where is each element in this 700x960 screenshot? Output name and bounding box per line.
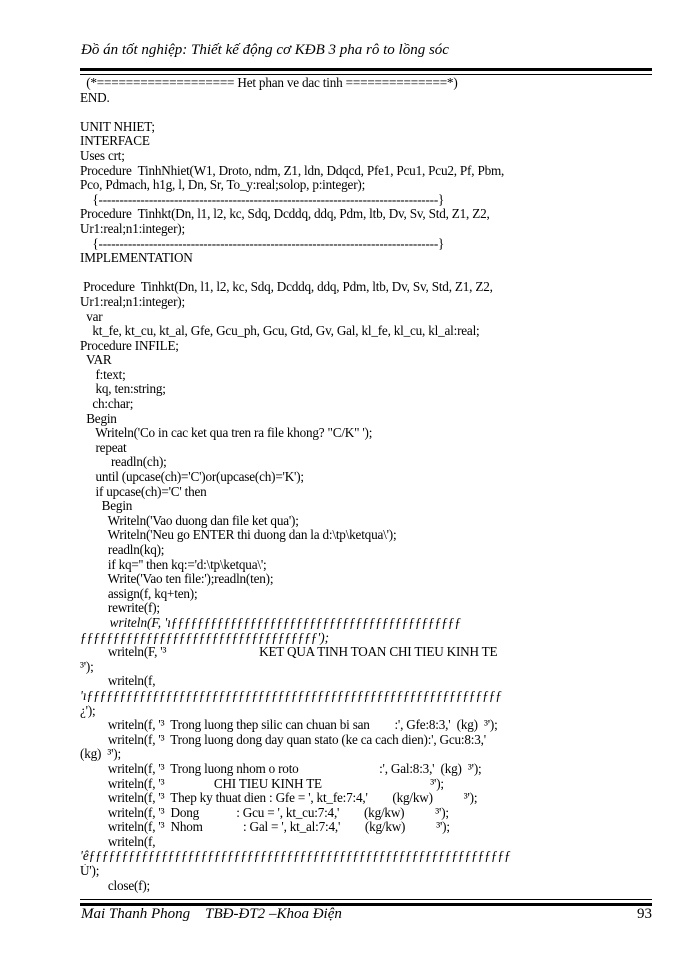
page-number: 93 bbox=[637, 906, 652, 922]
code-line: VAR bbox=[80, 353, 112, 368]
code-line: writeln(F, '³ KET QUA TINH TOAN CHI TIEU KINH TE bbox=[80, 645, 498, 660]
code-line: Pco, Pdmach, h1g, l, Dn, Sr, To_y:real;solop, p:integer); bbox=[80, 178, 366, 193]
code-line: writeln(f, bbox=[80, 674, 156, 689]
code-line: ³'); bbox=[80, 659, 94, 674]
code-line: writeln(f, '³ Nhom : Gal = ', kt_al:7:4,' (kg/kw) ³'); bbox=[80, 820, 450, 835]
code-blank-line bbox=[80, 266, 652, 281]
code-line: UNIT NHIET; bbox=[80, 119, 155, 134]
footer-faculty: –Khoa Điện bbox=[268, 906, 342, 922]
code-line: Ur1:real;n1:integer); bbox=[80, 294, 185, 309]
code-line: Ù'); bbox=[80, 864, 100, 879]
header-rule-thin bbox=[80, 74, 652, 75]
code-line: Procedure Tinhkt(Dn, l1, l2, kc, Sdq, Dcddq, ddq, Pdm, ltb, Dv, Sv, Std, Z1, Z2, bbox=[80, 207, 490, 222]
code-line: Writeln('Neu go ENTER thi duong dan la d:\tp\ketqua\'); bbox=[80, 528, 397, 543]
code-line: writeln(f, '³ Trong luong dong day quan stato (ke ca cach dien):', Gcu:8:3,' bbox=[80, 732, 486, 747]
code-line: INTERFACE bbox=[80, 134, 150, 149]
code-line: until (upcase(ch)='C')or(upcase(ch)='K'); bbox=[80, 470, 304, 485]
code-line: ƒƒƒƒƒƒƒƒƒƒƒƒƒƒƒƒƒƒƒƒƒƒƒƒƒƒƒƒƒƒƒƒƒƒƒƒ'); bbox=[80, 630, 329, 645]
page-header-title: Đồ án tốt nghiệp: Thiết kế động cơ KĐB 3 pha rô to lồng sóc bbox=[81, 42, 449, 58]
code-line: writeln(f, '³ Thep ky thuat dien : Gfe = ', kt_fe:7:4,' (kg/kw) ³'); bbox=[80, 791, 478, 806]
code-line: Procedure INFILE; bbox=[80, 338, 179, 353]
code-line: Procedure TinhNhiet(W1, Droto, ndm, Z1, ldn, Ddqcd, Pfe1, Pcu1, Pcu2, Pf, Pbm, bbox=[80, 163, 505, 178]
header-rule-thick bbox=[80, 68, 652, 71]
code-line: IMPLEMENTATION bbox=[80, 251, 193, 266]
code-line: kq, ten:string; bbox=[80, 382, 166, 397]
code-line: writeln(f, '³ Dong : Gcu = ', kt_cu:7:4,' (kg/kw) ³'); bbox=[80, 805, 449, 820]
code-line: ¿'); bbox=[80, 703, 96, 718]
code-line: END. bbox=[80, 90, 110, 105]
code-line: {---------------------------------------------------------------------------------} bbox=[80, 192, 445, 207]
code-line: Begin bbox=[80, 499, 133, 514]
code-line: 'êƒƒƒƒƒƒƒƒƒƒƒƒƒƒƒƒƒƒƒƒƒƒƒƒƒƒƒƒƒƒƒƒƒƒƒƒƒƒƒƒƒƒƒƒƒƒƒƒƒƒƒƒƒƒƒƒƒƒƒƒƒƒƒƒ bbox=[80, 849, 511, 864]
code-line: {---------------------------------------------------------------------------------} bbox=[80, 236, 445, 251]
code-line: 'ıƒƒƒƒƒƒƒƒƒƒƒƒƒƒƒƒƒƒƒƒƒƒƒƒƒƒƒƒƒƒƒƒƒƒƒƒƒƒƒƒƒƒƒƒƒƒƒƒƒƒƒƒƒƒƒƒƒƒƒƒƒƒƒ bbox=[80, 688, 502, 703]
code-line: repeat bbox=[80, 440, 127, 455]
code-line: Ur1:real;n1:integer); bbox=[80, 221, 185, 236]
code-line: ch:char; bbox=[80, 397, 134, 412]
code-line: rewrite(f); bbox=[80, 601, 160, 616]
code-line: writeln(f, '³ CHI TIEU KINH TE ³'); bbox=[80, 776, 444, 791]
code-line: Write('Vao ten file:');readln(ten); bbox=[80, 572, 274, 587]
code-line: readln(kq); bbox=[80, 543, 165, 557]
code-line: Uses crt; bbox=[80, 148, 125, 163]
code-line: if upcase(ch)='C' then bbox=[80, 484, 207, 499]
code-line: writeln(F, 'ıƒƒƒƒƒƒƒƒƒƒƒƒƒƒƒƒƒƒƒƒƒƒƒƒƒƒƒƒƒƒƒƒƒƒƒƒƒƒƒƒƒƒƒƒ bbox=[80, 615, 461, 630]
footer-rule-thin bbox=[80, 899, 652, 900]
footer-class: TBĐ-ĐT2 bbox=[205, 906, 266, 922]
code-line: writeln(f, '³ Trong luong nhom o roto :', Gal:8:3,' (kg) ³'); bbox=[80, 761, 482, 776]
page-footer bbox=[81, 906, 342, 923]
code-line: if kq='' then kq:='d:\tp\ketqua\'; bbox=[80, 557, 267, 572]
code-line: Writeln('Vao duong dan file ket qua'); bbox=[80, 513, 299, 528]
code-line: close(f); bbox=[80, 878, 151, 893]
code-line: (*=================== Het phan ve dac tinh ==============*) bbox=[80, 76, 458, 90]
code-line: readln(ch); bbox=[80, 455, 167, 470]
code-line: f:text; bbox=[80, 367, 126, 382]
code-line: Begin bbox=[80, 411, 117, 426]
code-line: Procedure Tinhkt(Dn, l1, l2, kc, Sdq, Dcddq, ddq, Pdm, ltb, Dv, Sv, Std, Z1, Z2, bbox=[80, 280, 493, 295]
code-line: (kg) ³'); bbox=[80, 747, 121, 762]
code-line: writeln(f, bbox=[80, 834, 156, 849]
code-line: kt_fe, kt_cu, kt_al, Gfe, Gcu_ph, Gcu, Gtd, Gv, Gal, kl_fe, kl_cu, kl_al:real; bbox=[80, 324, 480, 339]
code-listing bbox=[80, 76, 652, 893]
code-line: Writeln('Co in cac ket qua tren ra file khong? "C/K" '); bbox=[80, 426, 373, 441]
code-line: assign(f, kq+ten); bbox=[80, 586, 198, 601]
code-line: var bbox=[80, 309, 103, 324]
footer-author: Mai Thanh Phong bbox=[81, 906, 191, 922]
code-blank-line bbox=[80, 105, 652, 120]
code-line: writeln(f, '³ Trong luong thep silic can chuan bi san :', Gfe:8:3,' (kg) ³'); bbox=[80, 718, 498, 733]
